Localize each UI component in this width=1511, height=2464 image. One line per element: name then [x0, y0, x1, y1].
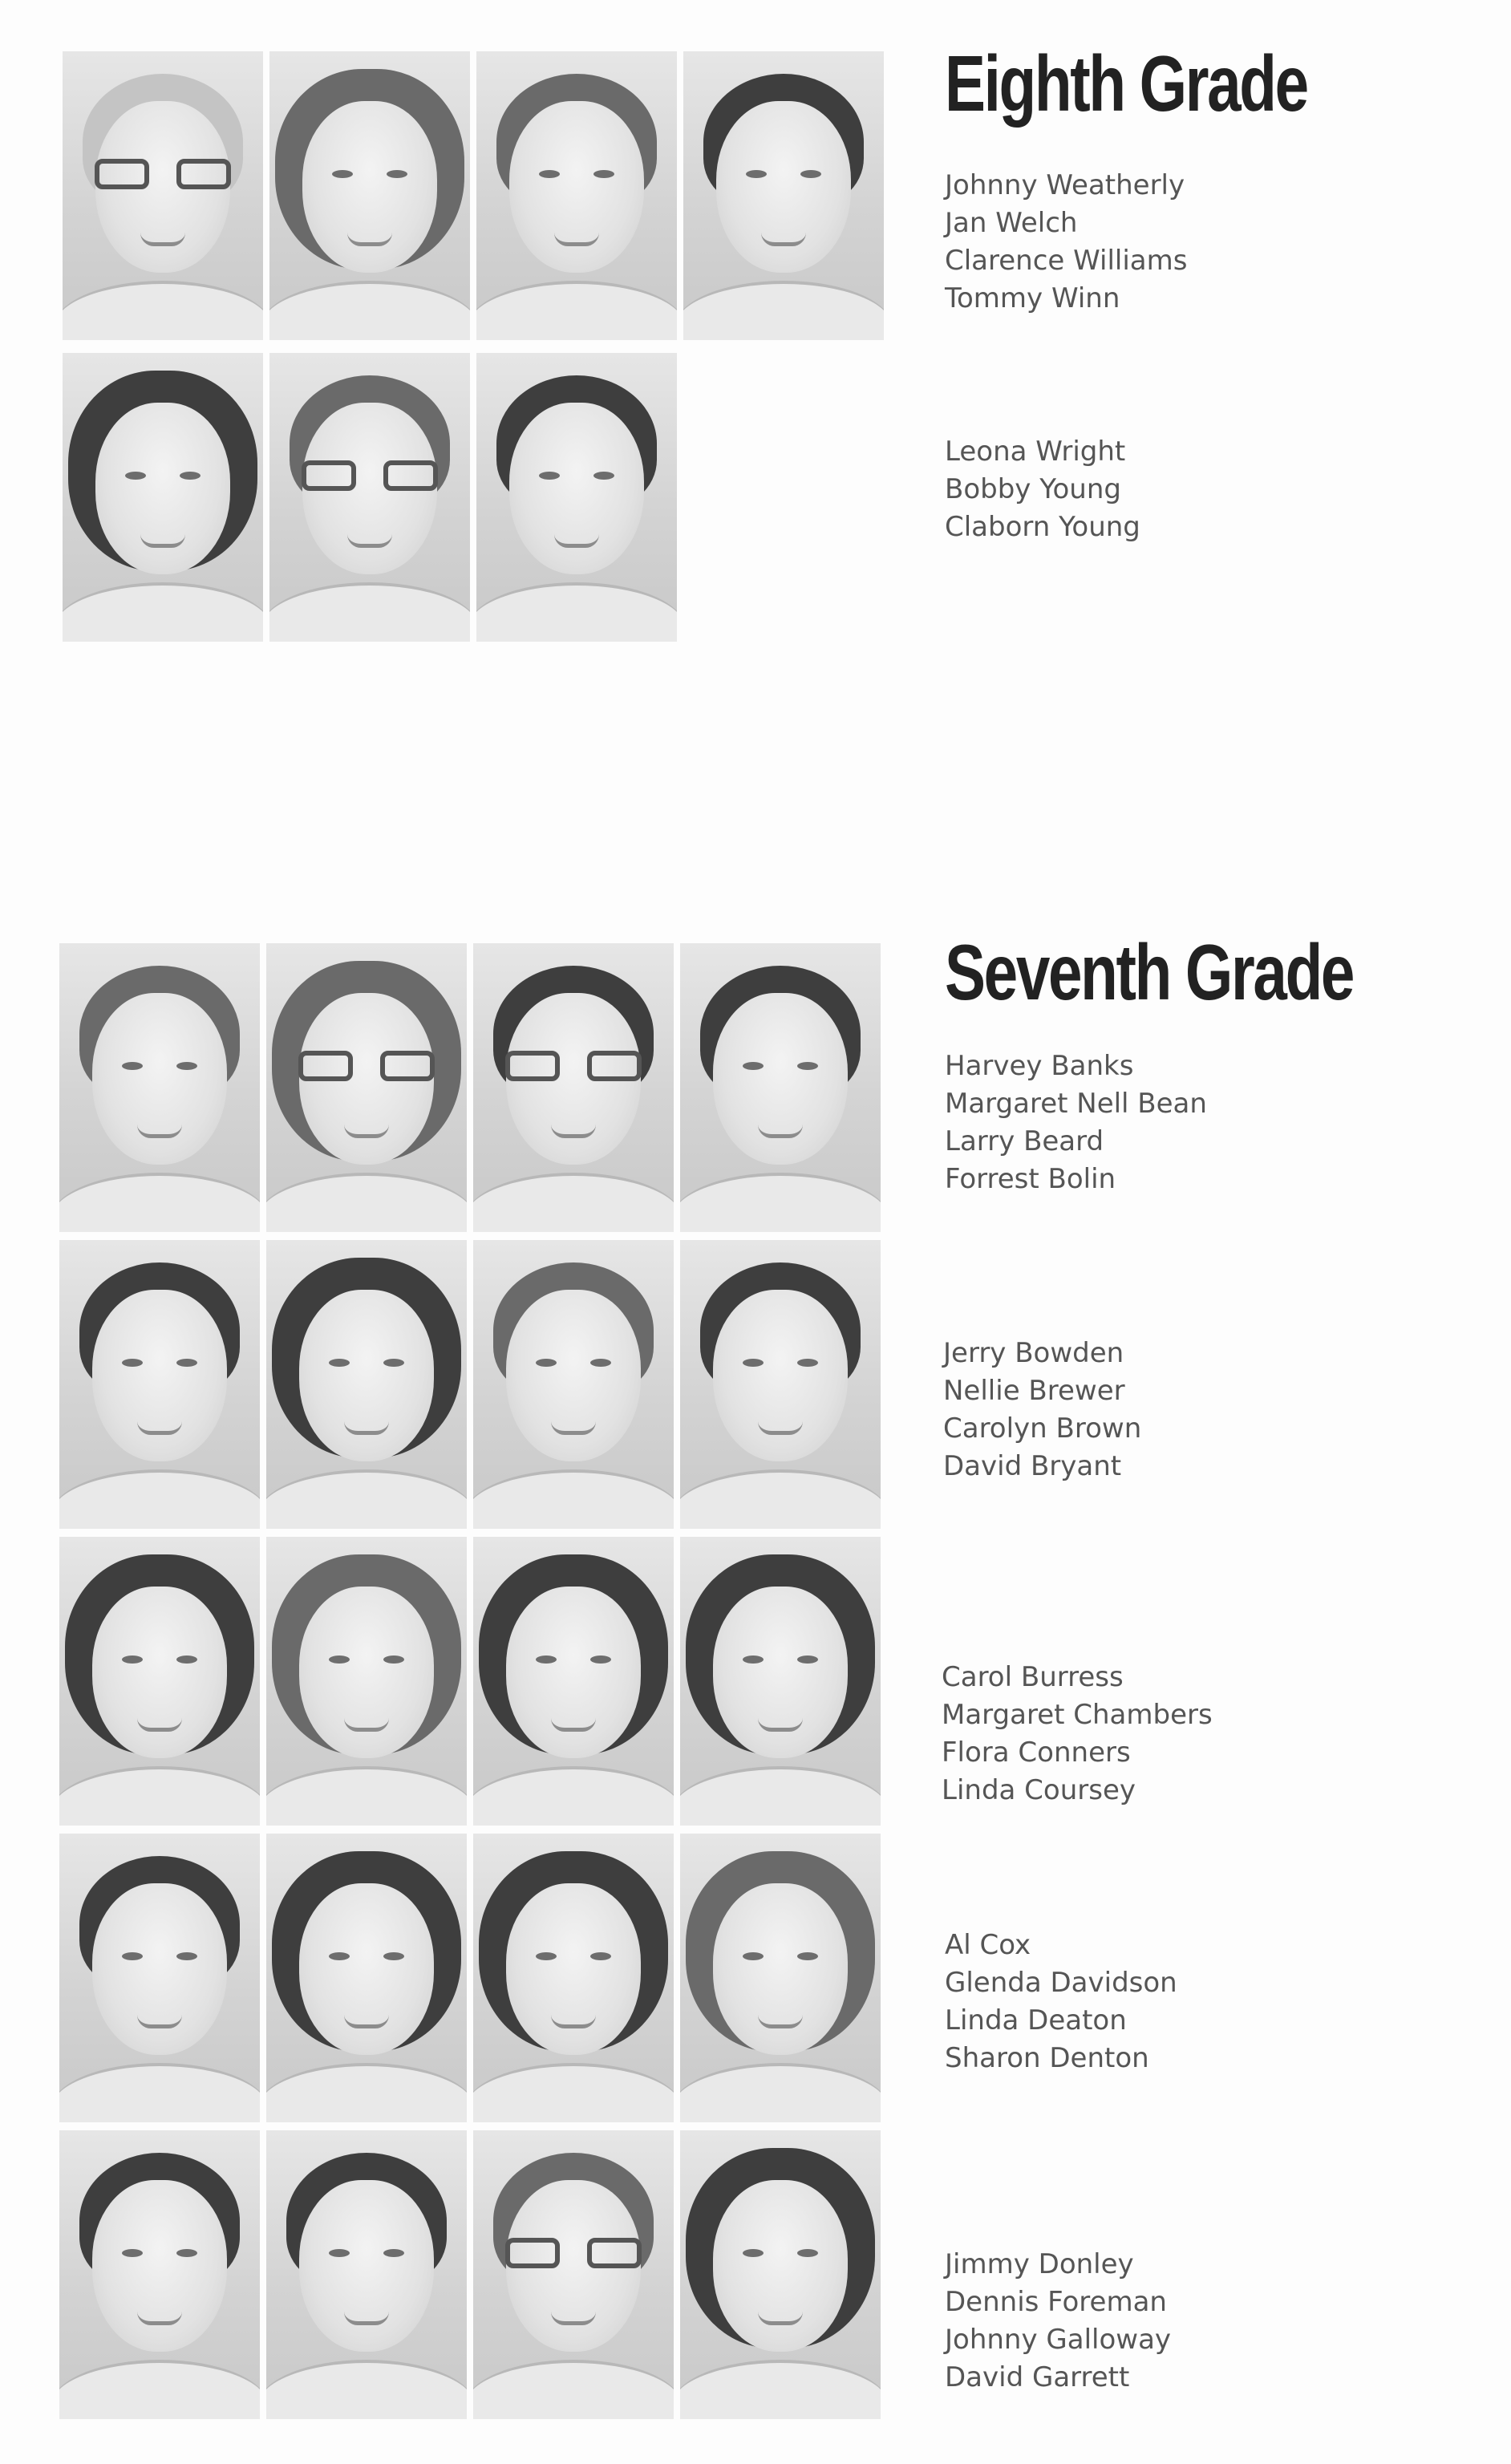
portrait-photo: [266, 1834, 467, 2122]
section-heading: Seventh Grade: [945, 928, 1354, 1016]
student-name: Flora Conners: [942, 1737, 1131, 1769]
student-name: David Garrett: [945, 2361, 1130, 2393]
portrait-photo: [266, 2130, 467, 2419]
portrait-photo: [473, 1537, 674, 1826]
portrait-photo: [269, 51, 470, 340]
student-name: Bobby Young: [945, 473, 1121, 505]
name-list: [945, 2246, 1171, 2397]
portrait-photo: [473, 1834, 674, 2122]
portrait-photo: [63, 353, 263, 642]
student-name: Forrest Bolin: [945, 1163, 1116, 1195]
portrait-photo: [59, 943, 260, 1232]
student-name: Linda Coursey: [942, 1774, 1136, 1806]
student-name: Claborn Young: [945, 511, 1140, 543]
student-name: Sharon Denton: [945, 2042, 1149, 2074]
portrait-photo: [59, 1537, 260, 1826]
student-name: Clarence Williams: [945, 245, 1188, 277]
portrait-photo: [680, 1834, 881, 2122]
portrait-photo: [680, 943, 881, 1232]
portrait-photo: [680, 2130, 881, 2419]
student-name: Linda Deaton: [945, 2004, 1127, 2036]
portrait-photo: [269, 353, 470, 642]
portrait-photo: [473, 1240, 674, 1529]
student-name: Dennis Foreman: [945, 2286, 1167, 2318]
portrait-photo: [59, 1240, 260, 1529]
student-name: Jan Welch: [945, 207, 1078, 239]
student-name: Tommy Winn: [945, 282, 1120, 314]
student-name: Al Cox: [945, 1929, 1031, 1961]
student-name: Leona Wright: [945, 436, 1126, 468]
portrait-photo: [476, 353, 677, 642]
student-name: Jerry Bowden: [943, 1337, 1124, 1369]
name-list: [945, 433, 1140, 546]
student-name: Larry Beard: [945, 1125, 1104, 1157]
portrait-photo: [476, 51, 677, 340]
portrait-photo: [680, 1537, 881, 1826]
student-name: Johnny Galloway: [945, 2324, 1172, 2356]
student-name: Jimmy Donley: [945, 2248, 1134, 2280]
student-name: Harvey Banks: [945, 1050, 1134, 1082]
name-list: [943, 1335, 1141, 1485]
student-name: Margaret Nell Bean: [945, 1088, 1207, 1120]
portrait-photo: [680, 1240, 881, 1529]
portrait-photo: [266, 1240, 467, 1529]
name-list: [942, 1659, 1213, 1810]
student-name: Glenda Davidson: [945, 1967, 1177, 1999]
student-name: Johnny Weatherly: [945, 169, 1185, 201]
name-list: [945, 167, 1187, 318]
portrait-photo: [63, 51, 263, 340]
name-list: [945, 1048, 1207, 1198]
student-name: Carolyn Brown: [943, 1412, 1142, 1445]
portrait-photo: [59, 1834, 260, 2122]
portrait-photo: [266, 1537, 467, 1826]
student-name: Carol Burress: [942, 1661, 1124, 1693]
portrait-photo: [473, 2130, 674, 2419]
portrait-photo: [59, 2130, 260, 2419]
section-heading: Eighth Grade: [945, 39, 1307, 128]
portrait-photo: [683, 51, 884, 340]
portrait-photo: [266, 943, 467, 1232]
name-list: [945, 1927, 1177, 2077]
student-name: Margaret Chambers: [942, 1699, 1213, 1731]
student-name: David Bryant: [943, 1450, 1122, 1482]
portrait-photo: [473, 943, 674, 1232]
student-name: Nellie Brewer: [943, 1375, 1125, 1407]
